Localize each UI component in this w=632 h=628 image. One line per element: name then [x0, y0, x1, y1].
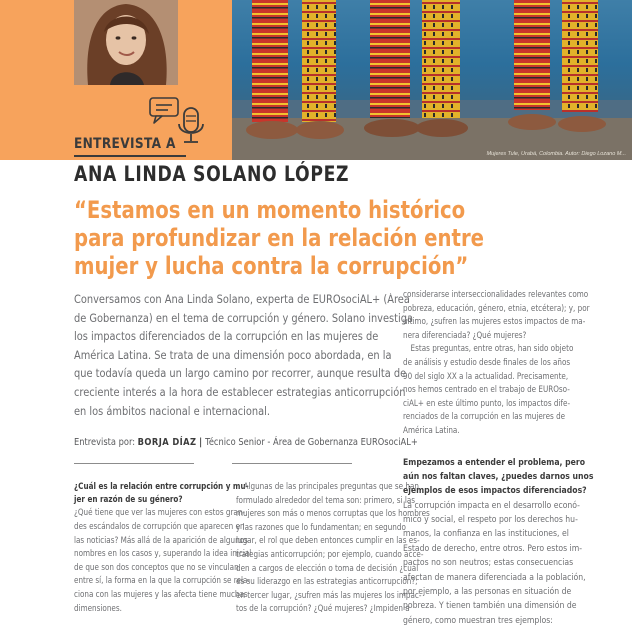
header-photo [232, 0, 632, 160]
body-line: y las razones que lo fundamentan; en segundo [236, 522, 406, 533]
portrait-photo [74, 0, 178, 85]
body-line: Algunas de las principales preguntas que se han [243, 482, 419, 492]
body-line: renciados de la corrupción en las mujeres de [403, 412, 566, 423]
intro-line: Conversamos con Ana Linda Solano, experta de EUROsociAL+ (Área [74, 293, 410, 306]
body-line: tos de la corrupción? ¿Qué mujeres? ¿Impiden a [236, 604, 410, 615]
byline [74, 437, 423, 448]
headline-line: “Estamos en un momento histórico [74, 196, 466, 224]
body-line: Estas preguntas, entre otras, han sido objeto [410, 344, 574, 355]
byline-prefix: Entrevista por: [74, 437, 136, 448]
body-line: entre sí, la forma en la que la corrupción se rela- [74, 576, 251, 587]
body-line: Estado de derecho, entre otros. Pero estos im- [403, 542, 582, 554]
left-column [74, 481, 252, 616]
intro-line: que todavía queda un largo camino por recorrer, aunque resulta de [74, 367, 407, 381]
body-line: nos hemos centrado en el trabajo de EUROso- [403, 385, 570, 396]
interviewee-name: ANA LINDA SOLANO LÓPEZ [74, 162, 350, 186]
kicker-rule [74, 155, 186, 157]
middle-column [236, 481, 430, 617]
body-line: pobreza. Y tienen también una dimensión de [403, 600, 577, 612]
body-line: trategias anticorrupción; por ejemplo, cuando acce- [236, 549, 424, 560]
body-line: den a cargos de elección o toma de decisión ¿cuál [236, 563, 419, 574]
headline-line: para profundizar en la relación entre [74, 224, 485, 252]
photo-credit: Mujeres Tule, Urabá, Colombia. Autor: Diego Lozano M... [486, 151, 626, 157]
body-line: 90 del siglo XX a la actualidad. Precisamente, [403, 371, 569, 382]
byline-separator: | [199, 437, 203, 448]
body-line: de análisis y estudio desde finales de los años [403, 357, 571, 368]
body-line: en tercer lugar, ¿sufren más las mujeres los impac- [236, 590, 422, 601]
question-line: aún nos faltan claves, ¿puedes darnos unos [403, 471, 594, 483]
right-column-top [403, 289, 630, 439]
body-line: nombres en los casos y, superando la idea inicial [74, 549, 252, 560]
intro-paragraph [74, 291, 414, 421]
body-line: es su liderazgo en las estrategias anticorrupción?; [236, 577, 418, 588]
legs-illustration [232, 0, 632, 160]
body-line: nera diferenciada? ¿Qué mujeres? [403, 330, 527, 341]
body-line: manos, la confianza en las instituciones, el [403, 528, 569, 540]
body-line: formulado alrededor del tema son: primero, si las [236, 495, 416, 506]
intro-line: los impactos diferenciados de la corrupción en las mujeres de [74, 330, 379, 344]
body-line: ciona con las mujeres y las afecta tiene muchas [74, 589, 248, 600]
question-line: ejemplos de esos impactos diferenciados? [403, 485, 587, 497]
body-line: las noticias? Más allá de la aparición de algunos [74, 535, 248, 546]
body-line: lugar, el rol que deben entonces cumplir en las es- [236, 536, 420, 547]
headline-quote [74, 196, 485, 280]
body-line: pobreza, educación, género, etnia, etcétera); y, por [403, 303, 590, 314]
body-line: La corrupción impacta en el desarrollo econó- [403, 499, 580, 511]
body-line: mujeres son más o menos corruptas que los hombres [236, 509, 430, 520]
body-line: dimensiones. [74, 603, 122, 614]
body-line: mico y social, el respeto por los derechos hu- [403, 514, 578, 526]
body-line: des escándalos de corrupción que aparecen en [74, 522, 245, 532]
question-line: Empezamos a entender el problema, pero [403, 457, 586, 468]
interview-kicker: ENTREVISTA A [74, 136, 176, 152]
byline-role: Técnico Senior - Área de Gobernanza EUROsociAL+ [205, 437, 418, 448]
column-rule-left [74, 463, 194, 464]
intro-line: América Latina. Se trata de una dimensión poco abordada, en la [74, 348, 392, 362]
byline-author: BORJA DÍAZ [137, 437, 197, 448]
body-line: de que son dos conceptos que no se vinculan [74, 562, 239, 573]
body-line: afectan de manera diferenciada a la población, [403, 571, 586, 583]
body-line: ¿Qué tiene que ver las mujeres con estos gran- [74, 508, 246, 519]
portrait-illustration [74, 0, 178, 85]
question-line: ¿Cuál es la relación entre corrupción y mu- [74, 482, 249, 492]
body-line: último, ¿sufren las mujeres estos impactos de ma- [403, 317, 586, 328]
body-line: género, como muestran tres ejemplos: [403, 614, 553, 626]
question-line: jer en razón de su género? [74, 495, 183, 506]
body-line: considerarse interseccionalidades relevantes como [403, 290, 589, 300]
body-line: por ejemplo, a las personas en situación de [403, 586, 572, 598]
right-column-bottom [403, 456, 630, 628]
body-line: América Latina. [403, 425, 460, 436]
body-line: pactos no son neutros; estas consecuencias [403, 557, 574, 569]
headline-line: mujer y lucha contra la corrupción” [74, 252, 469, 280]
body-line: ciAL+ en este último punto, los impactos dife- [403, 398, 571, 409]
intro-line: creciente interés a la hora de establecer estrategias anticorrupción [74, 385, 406, 399]
intro-line: de Gobernanza) en el tema de corrupción y género. Solano investiga [74, 311, 414, 325]
column-rule-middle [232, 463, 352, 464]
intro-line: en los ámbitos nacional e internacional. [74, 404, 270, 418]
